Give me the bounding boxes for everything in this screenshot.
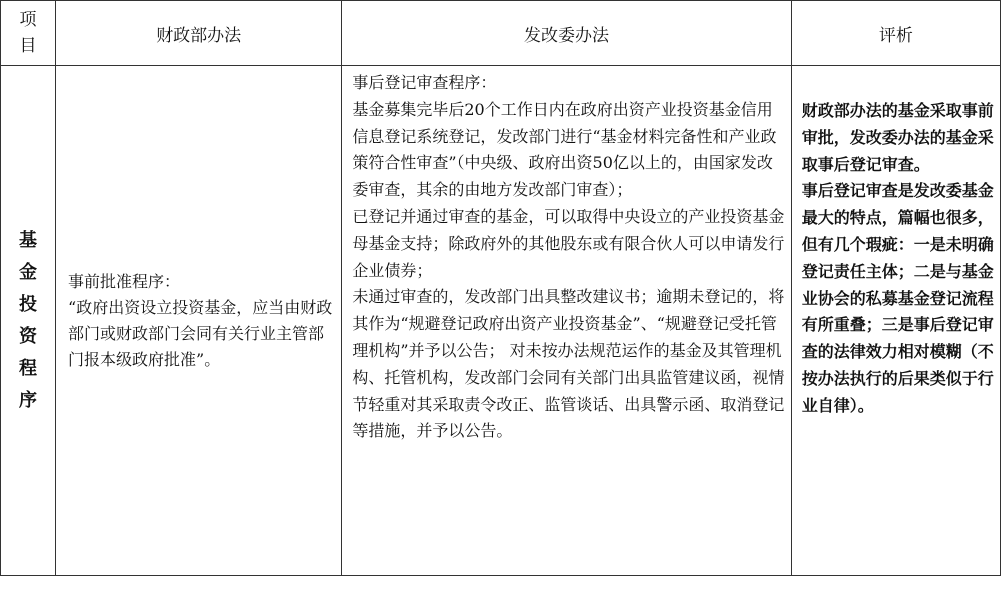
ndrc-para: 事后登记审查程序： bbox=[352, 73, 497, 92]
analysis-para: 财政部办法的基金采取事前审批，发改委办法的基金采取事后登记审查。 bbox=[801, 101, 994, 174]
analysis-cell bbox=[791, 66, 1000, 576]
header-item-char: 目 bbox=[19, 36, 37, 56]
item-char: 基 bbox=[19, 229, 38, 251]
mof-para: “政府出资设立投资基金，应当由财政部门或财政部门会同有关行业主管部门报本级政府批准”。 bbox=[68, 297, 333, 369]
row-item-label bbox=[1, 66, 56, 576]
item-char: 程 bbox=[19, 357, 38, 379]
item-char: 资 bbox=[19, 325, 38, 347]
ndrc-para: 基金募集完毕后20个工作日内在政府出资产业投资基金信用信息登记系统登记，发改部门进行“基金材料完备性和产业政策符合性审查”（中央级、政府出资50亿以上的，由国家发改委审查，其余的由地方发改部门审查）； bbox=[352, 99, 777, 200]
header-ndrc: 发改委办法 bbox=[342, 1, 791, 66]
analysis-para: 事后登记审查是发改委基金最大的特点，篇幅也很多，但有几个瑕疵：一是未明确登记责任主体；二是与基金业协会的私募基金登记流程有所重叠；三是事后登记审查的法律效力相对模糊（不按办法执行的后果类似于行业自律）。 bbox=[801, 181, 994, 415]
mof-para: 事前批准程序： bbox=[68, 271, 181, 291]
ndrc-cell bbox=[342, 66, 791, 576]
item-char: 投 bbox=[19, 293, 38, 315]
item-char: 金 bbox=[19, 261, 38, 283]
header-row bbox=[1, 1, 1001, 66]
item-char: 序 bbox=[19, 389, 38, 411]
table-row bbox=[1, 66, 1001, 576]
header-analysis: 评析 bbox=[791, 1, 1000, 66]
mof-cell bbox=[56, 66, 342, 576]
ndrc-para: 未通过审查的，发改部门出具整改建议书；逾期未登记的，将其作为“规避登记政府出资产业投资基金”、“规避登记受托管理机构”并予以公告； 对未按办法规范运作的基金及其管理机构、托管机构，发改部门会同有关部门出具监管建议函，视情节轻重对其采取责令改正、监管谈话、出具警示函、取消登记等措施，并予以公告。 bbox=[352, 287, 785, 441]
header-item bbox=[1, 1, 56, 66]
header-item-char: 项 bbox=[19, 10, 37, 30]
ndrc-para: 已登记并通过审查的基金，可以取得中央设立的产业投资基金母基金支持；除政府外的其他股东或有限合伙人可以申请发行企业债券； bbox=[352, 206, 785, 280]
header-mof: 财政部办法 bbox=[56, 1, 342, 66]
